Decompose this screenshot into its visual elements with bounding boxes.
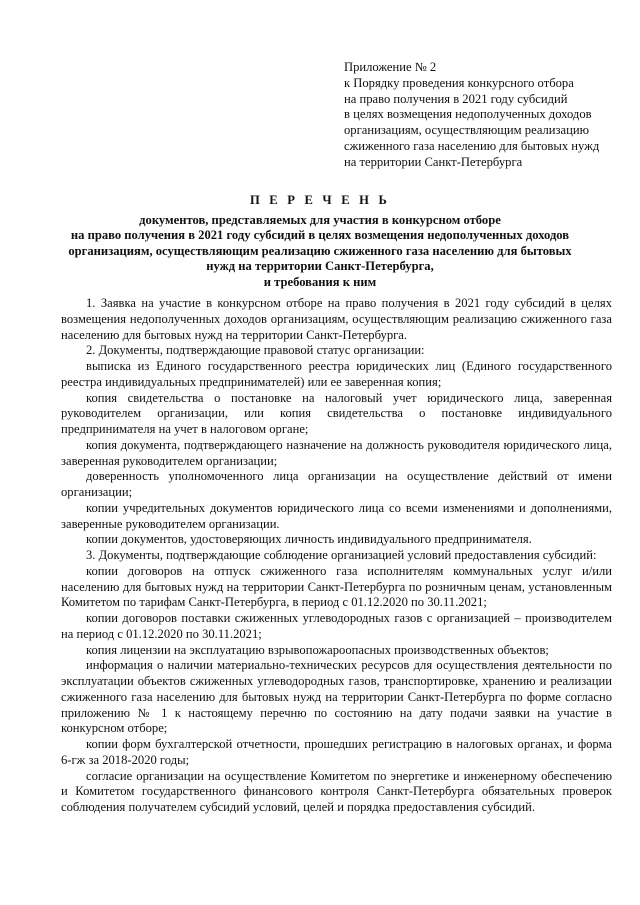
paragraph: копии учредительных документов юридического лица со всеми изменениями и дополнениями, заверенные руководителем организации. xyxy=(61,500,612,531)
title-heading: П Е Р Е Ч Е Н Ь xyxy=(249,193,391,207)
appendix-line: организациям, осуществляющим реализацию xyxy=(344,123,589,138)
paragraph: доверенность уполномоченного лица организации на осуществление действий от имени организации; xyxy=(61,469,612,499)
paragraph: копия свидетельства о постановке на налоговый учет юридического лица, заверенная руководителем организации, или копия свидетельства о постановке индивидуального предпринимателя на учет в налоговом органе; xyxy=(61,390,612,436)
appendix-line: сжиженного газа населению для бытовых нужд xyxy=(344,138,600,153)
title-line: на право получения в 2021 году субсидий в целях возмещения недополученных доходов xyxy=(70,228,570,243)
title-line: нужд на территории Санкт-Петербурга, xyxy=(206,259,434,274)
paragraph: копии договоров поставки сжиженных углеводородных газов с организацией – производителем на период с 01.12.2020 по 30.11.2021; xyxy=(61,611,612,641)
paragraph: 2. Документы, подтверждающие правовой статус организации: xyxy=(86,343,425,358)
title-line: организациям, осуществляющим реализацию сжиженного газа населению для бытовых xyxy=(68,243,572,258)
appendix-header xyxy=(344,60,634,171)
appendix-line: в целях возмещения недополученных доходов xyxy=(344,107,592,122)
document-body xyxy=(61,296,612,816)
document-title xyxy=(40,193,600,291)
paragraph: копии документов, удостоверяющих личность индивидуального предпринимателя. xyxy=(86,532,532,547)
paragraph: выписка из Единого государственного реестра юридических лиц (Единого государственного реестра индивидуальных предпринимателей) или ее заверенная копия; xyxy=(61,359,612,389)
paragraph: 1. Заявка на участие в конкурсном отборе на право получения в 2021 году субсидий в целях возмещения недополученных доходов организациям, осуществляющим реализацию сжиженного газа населению для бытовых нужд на территории Санкт-Петербурга. xyxy=(61,296,612,342)
paragraph: копии форм бухгалтерской отчетности, прошедших регистрацию в налоговых органах, и форма 6-гж за 2018-2020 годы; xyxy=(61,737,612,767)
title-line: и требования к ним xyxy=(263,274,377,289)
paragraph: копии договоров на отпуск сжиженного газа исполнителям коммунальных услуг и/или населению для бытовых нужд на территории Санкт-Петербурга по розничным ценам, установленным Комитетом по тарифам Санкт-Петербурга, в период с 01.12.2020 по 30.11.2021; xyxy=(61,563,612,610)
appendix-line: на право получения в 2021 году субсидий xyxy=(344,91,568,106)
paragraph: согласие организации на осуществление Комитетом по энергетике и инженерному обеспечению и Комитетом государственного финансового контроля Санкт-Петербурга обязательных проверок соблюдения получателем субсидий условий, целей и порядка предоставления субсидий. xyxy=(61,768,612,814)
paragraph: информация о наличии материально-технических ресурсов для осуществления деятельности по эксплуатации объектов сжиженных углеводородных газов, транспортировке, хранению и реализации сжиженного газа населению для бытовых нужд на территории Санкт-Петербурга по форме согласно приложению № 1 к настоящему перечню по состоянию на дату подачи заявки на участие в конкурсном отборе; xyxy=(61,658,612,736)
paragraph: 3. Документы, подтверждающие соблюдение организацией условий предоставления субсидий: xyxy=(86,548,597,562)
paragraph: копия лицензии на эксплуатацию взрывопожароопасных производственных объектов; xyxy=(86,642,549,657)
appendix-line: к Порядку проведения конкурсного отбора xyxy=(344,75,574,90)
appendix-line: Приложение № 2 xyxy=(344,60,437,74)
title-line: документов, представляемых для участия в конкурсном отборе xyxy=(139,212,501,227)
appendix-line: на территории Санкт-Петербурга xyxy=(344,154,523,169)
paragraph: копия документа, подтверждающего назначение на должность руководителя юридического лица, заверенная руководителем организации; xyxy=(61,437,612,468)
